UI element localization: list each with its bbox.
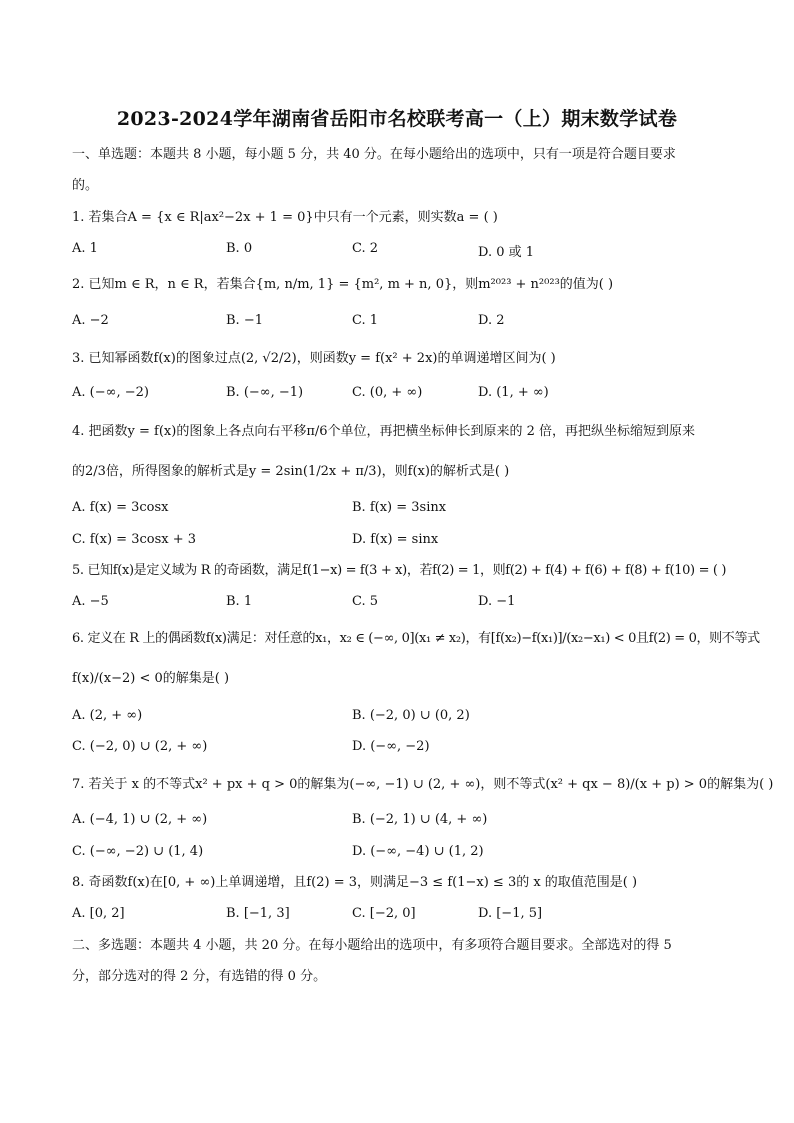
question-7-option-b[interactable]: B. (−2, 1) ∪ (4, + ∞)	[352, 812, 488, 827]
question-1-option-c[interactable]: C. 2	[352, 241, 379, 256]
question-1-option-b[interactable]: B. 0	[226, 241, 253, 256]
question-2-option-b[interactable]: B. −1	[226, 313, 263, 328]
section1-header-line2: 的。	[72, 178, 99, 193]
question-3-stem: 3. 已知幂函数f(x)的图象过点(2, √2/2)，则函数y = f(x² + 2x)的单调递增区间为( )	[72, 351, 556, 366]
section2-header-line2: 分，部分选对的得 2 分，有选错的得 0 分。	[72, 969, 327, 984]
question-5-option-d[interactable]: D. −1	[478, 594, 516, 609]
question-8-option-b[interactable]: B. [−1, 3]	[226, 906, 290, 921]
question-5-option-c[interactable]: C. 5	[352, 594, 379, 609]
question-7-option-c[interactable]: C. (−∞, −2) ∪ (1, 4)	[72, 844, 204, 859]
question-5-option-a[interactable]: A. −5	[72, 594, 109, 609]
question-8-option-a[interactable]: A. [0, 2]	[72, 906, 125, 921]
question-5-stem: 5. 已知f(x)是定义域为 R 的奇函数，满足f(1−x) = f(3 + x)，若f(2) = 1，则f(2) + f(4) + f(6) + f(8) + f(10) = ( )	[72, 563, 727, 578]
question-1-option-a[interactable]: A. 1	[72, 241, 98, 256]
question-4-stem-line2: 的2/3倍，所得图象的解析式是y = 2sin(1/2x + π/3)，则f(x)的解析式是( )	[72, 464, 510, 479]
question-8-option-d[interactable]: D. [−1, 5]	[478, 906, 543, 921]
question-2-option-d[interactable]: D. 2	[478, 313, 505, 328]
question-3-option-d[interactable]: D. (1, + ∞)	[478, 385, 549, 400]
section2-header-line1: 二、多选题：本题共 4 小题，共 20 分。在每小题给出的选项中，有多项符合题目要求。全部选对的得 5	[72, 938, 672, 953]
question-5-option-b[interactable]: B. 1	[226, 594, 253, 609]
question-8-option-c[interactable]: C. [−2, 0]	[352, 906, 416, 921]
question-6-stem-line2: f(x)/(x−2) < 0的解集是( )	[72, 671, 230, 686]
question-1-stem: 1. 若集合A = {x ∈ R|ax²−2x + 1 = 0}中只有一个元素，则实数a = ( )	[72, 210, 498, 225]
question-4-option-a[interactable]: A. f(x) = 3cosx	[72, 500, 169, 515]
question-7-option-a[interactable]: A. (−4, 1) ∪ (2, + ∞)	[72, 812, 208, 827]
question-2-stem: 2. 已知m ∈ R，n ∈ R，若集合{m, n/m, 1} = {m², m + n, 0}，则m²⁰²³ + n²⁰²³的值为( )	[72, 277, 614, 292]
question-7-stem: 7. 若关于 x 的不等式x² + px + q > 0的解集为(−∞, −1) ∪ (2, + ∞)，则不等式(x² + qx − 8)/(x + p) > 0的解集为( )	[72, 777, 774, 792]
question-4-option-d[interactable]: D. f(x) = sinx	[352, 532, 439, 547]
question-3-option-c[interactable]: C. (0, + ∞)	[352, 385, 423, 400]
question-2-option-a[interactable]: A. −2	[72, 313, 109, 328]
question-4-option-c[interactable]: C. f(x) = 3cosx + 3	[72, 532, 197, 547]
question-1-option-d[interactable]: D. 0 或 1	[478, 245, 535, 260]
question-3-option-a[interactable]: A. (−∞, −2)	[72, 385, 149, 400]
question-3-option-b[interactable]: B. (−∞, −1)	[226, 385, 304, 400]
page-title: 2023-2024学年湖南省岳阳市名校联考高一（上）期末数学试卷	[116, 108, 678, 130]
question-6-option-a[interactable]: A. (2, + ∞)	[72, 708, 143, 723]
question-7-option-d[interactable]: D. (−∞, −4) ∪ (1, 2)	[352, 844, 484, 859]
question-6-option-c[interactable]: C. (−2, 0) ∪ (2, + ∞)	[72, 739, 208, 754]
question-8-stem: 8. 奇函数f(x)在[0, + ∞)上单调递增，且f(2) = 3，则满足−3 ≤ f(1−x) ≤ 3的 x 的取值范围是( )	[72, 875, 638, 890]
question-4-option-b[interactable]: B. f(x) = 3sinx	[352, 500, 447, 515]
question-6-option-b[interactable]: B. (−2, 0) ∪ (0, 2)	[352, 708, 470, 723]
question-2-option-c[interactable]: C. 1	[352, 313, 379, 328]
question-6-option-d[interactable]: D. (−∞, −2)	[352, 739, 430, 754]
section1-header-line1: 一、单选题：本题共 8 小题，每小题 5 分，共 40 分。在每小题给出的选项中，只有一项是符合题目要求	[72, 147, 676, 162]
question-4-stem-line1: 4. 把函数y = f(x)的图象上各点向右平移π/6个单位，再把横坐标伸长到原来的 2 倍，再把纵坐标缩短到原来	[72, 424, 696, 439]
question-6-stem-line1: 6. 定义在 R 上的偶函数f(x)满足：对任意的x₁，x₂ ∈ (−∞, 0](x₁ ≠ x₂)，有[f(x₂)−f(x₁)]/(x₂−x₁) < 0且f(2) = 0，则不等式	[72, 631, 760, 646]
